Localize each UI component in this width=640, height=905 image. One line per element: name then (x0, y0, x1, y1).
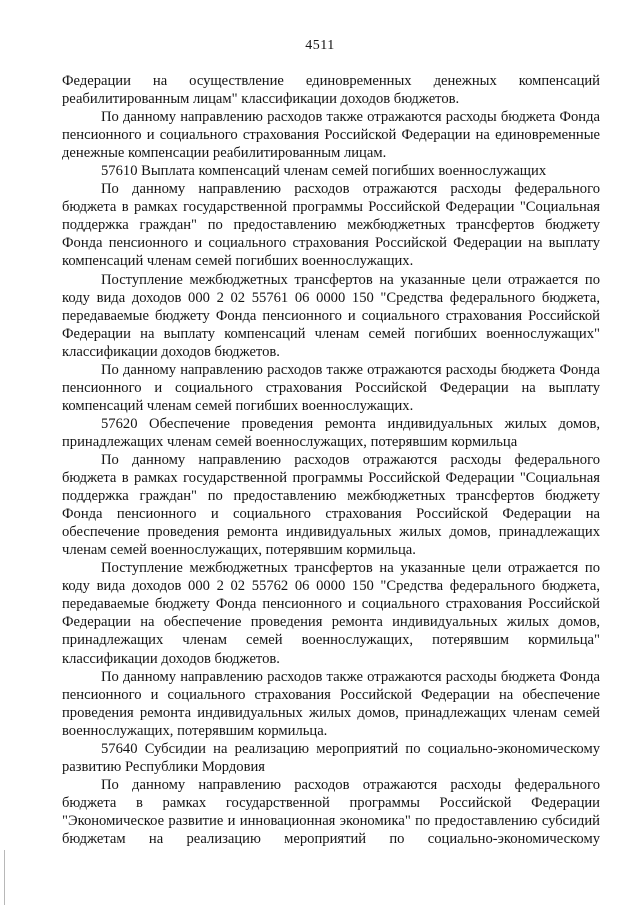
document-body (62, 72, 600, 848)
paragraph-57610-pension-fund: По данному направлению расходов также отражаются расходы бюджета Фонда пенсионного и социального страхования Российской Федерации на выплату компенсаций членам семей погибших военнослужащих. (62, 361, 600, 414)
paragraph-57610-income-code: Поступление межбюджетных трансфертов на указанные цели отражается по коду вида доходов 000 2 02 55761 06 0000 150 "Средства федерального бюджета, передаваемые бюджету Фонда пенсионного и социального страхования Российской Федерации на выплату компенсаций членам семей погибших военнослужащих" классификации доходов бюджетов. (62, 271, 600, 360)
paragraph-pension-fund-rehabilitated: По данному направлению расходов также отражаются расходы бюджета Фонда пенсионного и социального страхования Российской Федерации на единовременные денежные компенсации реабилитированным лицам. (62, 109, 600, 162)
paragraph-57620-expenses: По данному направлению расходов отражаются расходы федерального бюджета в рамках государственной программы Российской Федерации "Социальная поддержка граждан" по предоставлению межбюджетных трансфертов бюджету Фонда пенсионного и социального страхования Российской Федерации на обеспечение проведения ремонта индивидуальных жилых домов, принадлежащих членам семей военнослужащих, потерявшим кормильца. (62, 451, 600, 559)
heading-57640: 57640 Субсидии на реализацию мероприятий по социально-экономическому развитию Республики Мордовия (62, 740, 600, 775)
paragraph-continuation: Федерации на осуществление единовременных денежных компенсаций реабилитированным лицам" классификации доходов бюджетов. (62, 73, 600, 108)
paragraph-57620-income-code: Поступление межбюджетных трансфертов на указанные цели отражается по коду вида доходов 000 2 02 55762 06 0000 150 "Средства федерального бюджета, передаваемые бюджету Фонда пенсионного и социального страхования Российской Федерации на обеспечение проведения ремонта индивидуальных жилых домов, принадлежащих членам семей военнослужащих, потерявшим кормильца" классификации доходов бюджетов. (62, 560, 600, 667)
page-number: 4511 (305, 38, 335, 53)
paragraph-57610-expenses: По данному направлению расходов отражаются расходы федерального бюджета в рамках государственной программы Российской Федерации "Социальная поддержка граждан" по предоставлению межбюджетных трансфертов бюджету Фонда пенсионного и социального страхования Российской Федерации на выплату компенсаций членам семей погибших военнослужащих. (62, 181, 600, 270)
heading-57620: 57620 Обеспечение проведения ремонта индивидуальных жилых домов, принадлежащих членам семей военнослужащих, потерявшим кормильца (62, 415, 600, 450)
paragraph-57620-pension-fund: По данному направлению расходов также отражаются расходы бюджета Фонда пенсионного и социального страхования Российской Федерации на обеспечение проведения ремонта индивидуальных жилых домов, принадлежащих членам семей военнослужащих, потерявшим кормильца. (62, 668, 600, 739)
heading-57610: 57610 Выплата компенсаций членам семей погибших военнослужащих (101, 163, 547, 180)
paragraph-57640-expenses: По данному направлению расходов отражаются расходы федерального бюджета в рамках государственной программы Российской Федерации "Экономическое развитие и инновационная экономика" по предоставлению субсидий бюджетам на реализацию мероприятий по социально-экономическому (62, 776, 600, 847)
scan-edge-line (4, 850, 5, 905)
